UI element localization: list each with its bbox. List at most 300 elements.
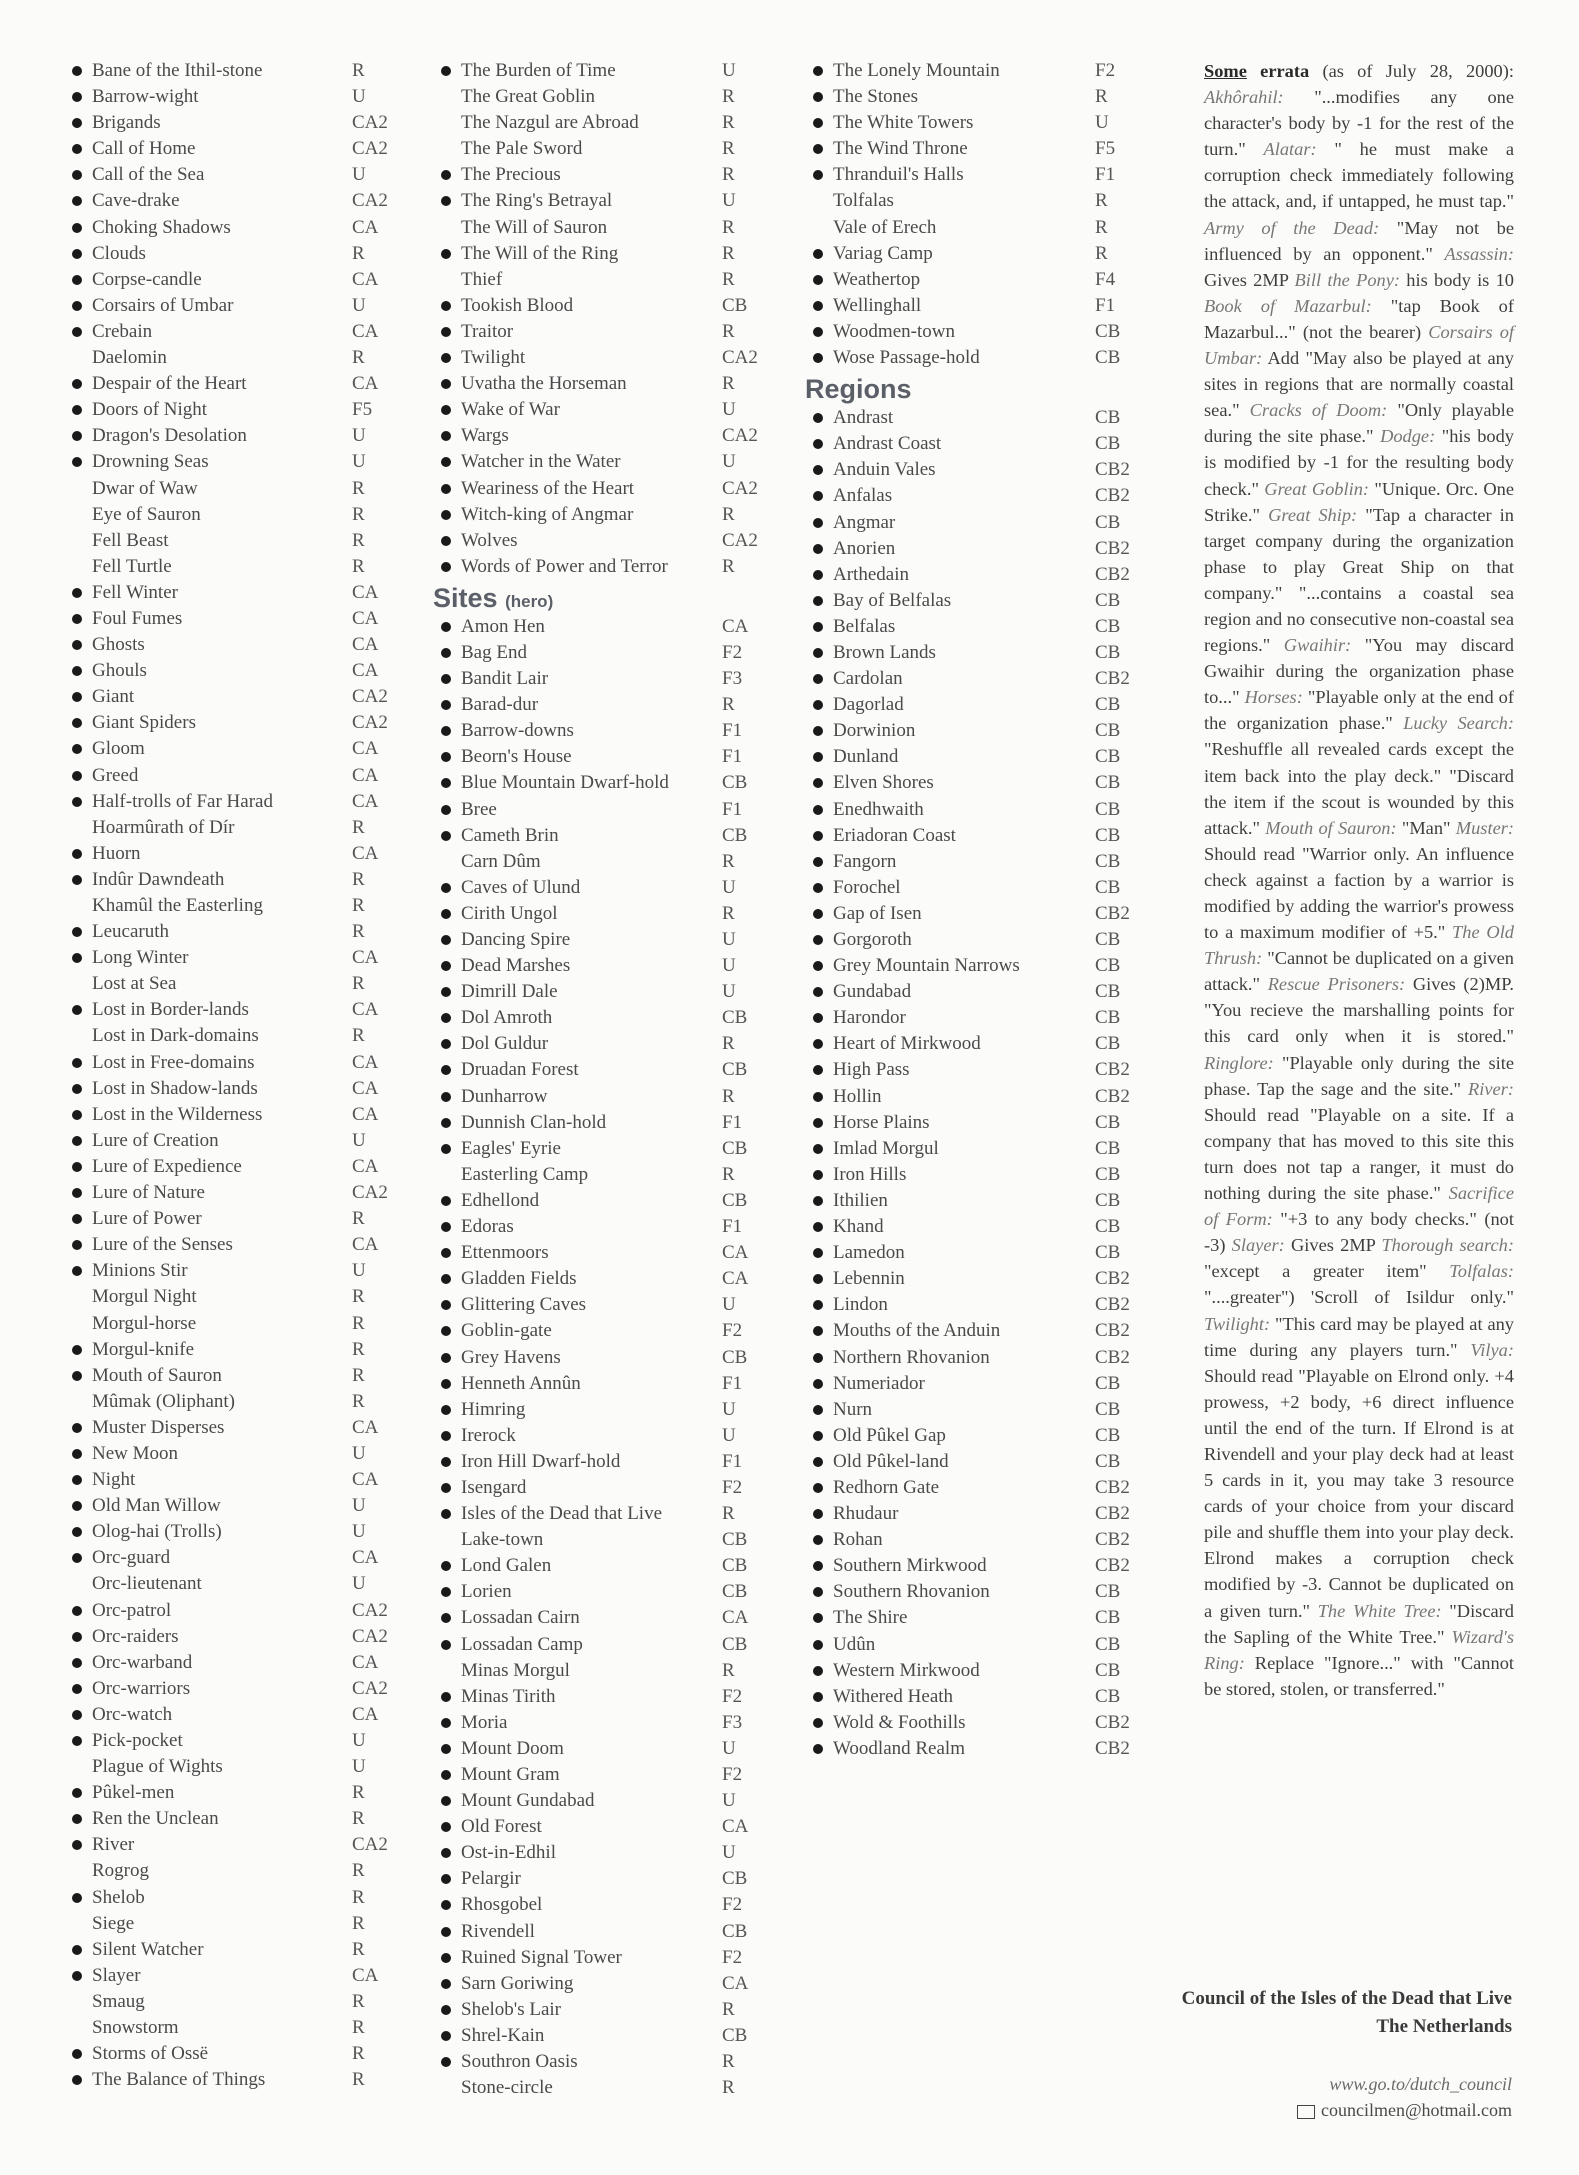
card-row xyxy=(433,58,793,84)
card-symbol-icon xyxy=(441,674,451,684)
card-symbol-icon xyxy=(72,666,82,676)
card-symbol-icon xyxy=(72,66,82,76)
card-name: Rivendell xyxy=(461,1920,535,1942)
card-rarity: F1 xyxy=(722,1216,743,1238)
card-row xyxy=(433,1292,793,1318)
card-symbol-icon xyxy=(813,465,823,475)
errata-card-text: "Tap a character in target company during the organization phase to play Great Ship on that company." "...contains a coastal sea region and no consecutive non-coastal sea regions." xyxy=(1204,504,1514,656)
card-name: Eye of Sauron xyxy=(92,503,201,525)
card-row xyxy=(805,588,1175,614)
card-symbol-icon xyxy=(441,1353,451,1363)
card-name: Weathertop xyxy=(833,268,921,290)
card-symbol-icon xyxy=(813,1718,823,1728)
card-symbol-icon xyxy=(813,1170,823,1180)
card-symbol-icon xyxy=(813,1483,823,1493)
errata-card-name: Muster: xyxy=(1455,817,1515,838)
card-name: Giant xyxy=(92,686,135,708)
card-rarity: R xyxy=(352,477,365,499)
card-rarity: CA xyxy=(352,1416,379,1438)
card-rarity: R xyxy=(722,164,735,186)
errata-card-name: Army of the Dead: xyxy=(1204,217,1380,238)
card-name: Irerock xyxy=(461,1424,516,1446)
card-symbol-icon xyxy=(813,726,823,736)
card-rarity: R xyxy=(722,112,735,134)
card-name: Caves of Ulund xyxy=(461,876,581,898)
card-name: Cardolan xyxy=(833,668,903,690)
errata-card-name: Bill the Pony: xyxy=(1294,269,1401,290)
card-rarity: CB2 xyxy=(1095,1320,1130,1342)
card-name: Lure of Nature xyxy=(92,1182,205,1204)
card-row xyxy=(433,1919,793,1945)
card-row xyxy=(433,1632,793,1658)
card-rarity: CB xyxy=(1095,1216,1121,1238)
card-rarity: CA xyxy=(352,764,379,786)
card-symbol-icon xyxy=(72,1945,82,1955)
card-row xyxy=(805,640,1175,666)
card-row xyxy=(805,1214,1175,1240)
errata-card-text: " he must make a corruption check immediately following the attack, and, if untapped, he must tap." xyxy=(1204,139,1514,212)
card-rarity: F2 xyxy=(722,1320,743,1342)
card-row xyxy=(64,1180,404,1206)
card-name: Redhorn Gate xyxy=(833,1476,940,1498)
card-name: Twilight xyxy=(461,347,526,369)
card-name: Stone-circle xyxy=(461,2077,553,2099)
card-name: Dunharrow xyxy=(461,1085,548,1107)
card-name: Andrast xyxy=(833,407,894,429)
card-row xyxy=(64,2041,404,2067)
card-name: Doors of Night xyxy=(92,399,208,421)
card-row xyxy=(433,476,793,502)
card-row xyxy=(433,1397,793,1423)
card-name: Anfalas xyxy=(833,485,893,507)
card-symbol-icon xyxy=(72,1736,82,1746)
card-rarity: CA xyxy=(352,320,379,342)
card-rarity: CB xyxy=(1095,615,1121,637)
card-row xyxy=(64,1989,404,2015)
card-rarity: CB xyxy=(1095,1607,1121,1629)
card-name: Smaug xyxy=(92,1990,145,2012)
errata-card-name: Alatar: xyxy=(1263,139,1317,160)
card-row xyxy=(433,1527,793,1553)
card-symbol-icon xyxy=(441,536,451,546)
card-row xyxy=(433,1684,793,1710)
council-country: The Netherlands xyxy=(1376,2016,1512,2037)
card-row xyxy=(433,823,793,849)
card-name: Orc-warriors xyxy=(92,1677,191,1699)
card-row xyxy=(805,510,1175,536)
card-rarity: R xyxy=(722,242,735,264)
card-name: Lost in Border-lands xyxy=(92,999,249,1021)
card-name: Old Forest xyxy=(461,1816,542,1838)
card-name: Gundabad xyxy=(833,981,912,1003)
card-symbol-icon xyxy=(441,726,451,736)
card-symbol-icon xyxy=(441,1613,451,1623)
card-name: Gap of Isen xyxy=(833,902,922,924)
errata-card-text: Add "May also be played at any sites in regions that are normally coastal sea." xyxy=(1204,348,1514,421)
card-rarity: CA xyxy=(352,1077,379,1099)
card-name: Minas Tirith xyxy=(461,1685,556,1707)
card-name: Long Winter xyxy=(92,947,189,969)
card-name: Tookish Blood xyxy=(461,294,574,316)
card-rarity: CB xyxy=(722,1137,748,1159)
card-symbol-icon xyxy=(72,1214,82,1224)
card-row xyxy=(433,640,793,666)
card-rarity: F1 xyxy=(722,1372,743,1394)
card-rarity: CB2 xyxy=(1095,1294,1130,1316)
card-row xyxy=(805,953,1175,979)
card-name: Olog-hai (Trolls) xyxy=(92,1521,222,1543)
card-name: Southern Rhovanion xyxy=(833,1581,990,1603)
card-row xyxy=(805,1110,1175,1136)
card-row xyxy=(805,241,1175,267)
card-symbol-icon xyxy=(441,778,451,788)
card-row xyxy=(64,241,404,267)
card-rarity: CB2 xyxy=(1095,1268,1130,1290)
card-rarity: R xyxy=(1095,190,1108,212)
card-symbol-icon xyxy=(72,1136,82,1146)
card-row xyxy=(805,58,1175,84)
card-name: Lure of Creation xyxy=(92,1129,219,1151)
errata-card-name: The White Tree: xyxy=(1317,1600,1442,1621)
card-name: Barrow-wight xyxy=(92,86,199,108)
errata-card-name: Mouth of Sauron: xyxy=(1265,817,1397,838)
card-rarity: R xyxy=(722,1659,735,1681)
card-symbol-icon xyxy=(72,1710,82,1720)
card-row xyxy=(433,1710,793,1736)
card-rarity: R xyxy=(722,320,735,342)
card-rarity: CB2 xyxy=(1095,485,1130,507)
card-row xyxy=(433,927,793,953)
mail-icon xyxy=(1297,2105,1315,2119)
card-row xyxy=(64,1337,404,1363)
card-symbol-icon xyxy=(813,570,823,580)
card-name: Orc-watch xyxy=(92,1703,173,1725)
card-row xyxy=(805,1710,1175,1736)
card-name: Lake-town xyxy=(461,1529,544,1551)
card-rarity: U xyxy=(722,981,736,1003)
card-rarity: CA xyxy=(352,842,379,864)
card-rarity: CA xyxy=(352,1469,379,1491)
card-row xyxy=(805,1632,1175,1658)
card-row xyxy=(433,1240,793,1266)
card-rarity: F5 xyxy=(352,399,373,421)
card-rarity: CB xyxy=(1095,1633,1121,1655)
card-name: Huorn xyxy=(92,842,141,864)
card-rarity: R xyxy=(352,1990,365,2012)
card-row xyxy=(805,345,1175,371)
errata-card-name: Corsairs of Umbar: xyxy=(1204,321,1514,369)
errata-card-name: Ringlore: xyxy=(1204,1052,1274,1073)
card-name: Thief xyxy=(461,268,503,290)
card-rarity: CB xyxy=(1095,1372,1121,1394)
card-row xyxy=(64,1624,404,1650)
card-rarity: F2 xyxy=(1095,60,1116,81)
card-name: Imlad Morgul xyxy=(833,1137,939,1159)
card-symbol-icon xyxy=(813,752,823,762)
card-symbol-icon xyxy=(813,987,823,997)
card-rarity: R xyxy=(352,1286,365,1308)
card-rarity: CA xyxy=(352,738,379,760)
card-symbol-icon xyxy=(441,1927,451,1937)
card-row xyxy=(433,1658,793,1684)
card-row xyxy=(805,770,1175,796)
card-rarity: CA2 xyxy=(352,1182,388,1204)
card-symbol-icon xyxy=(813,1535,823,1545)
card-row xyxy=(64,267,404,293)
card-name: Ren the Unclean xyxy=(92,1808,219,1830)
card-symbol-icon xyxy=(441,1248,451,1258)
card-row xyxy=(64,1389,404,1415)
card-rarity: R xyxy=(352,1208,365,1230)
card-rarity: CB xyxy=(1095,1189,1121,1211)
card-rarity: CB xyxy=(1095,1242,1121,1264)
card-name: Wose Passage-hold xyxy=(833,347,980,369)
card-symbol-icon xyxy=(813,648,823,658)
card-rarity: R xyxy=(722,2051,735,2073)
card-symbol-icon xyxy=(441,66,451,76)
card-symbol-icon xyxy=(813,327,823,337)
card-row xyxy=(433,1866,793,1892)
card-name: Lossadan Camp xyxy=(461,1633,583,1655)
card-row xyxy=(64,136,404,162)
website-link[interactable]: www.go.to/dutch_council xyxy=(1329,2074,1512,2094)
card-row xyxy=(805,136,1175,162)
card-name: Plague of Wights xyxy=(92,1756,223,1778)
errata-card-name: Slayer: xyxy=(1231,1235,1285,1256)
card-rarity: F1 xyxy=(722,798,743,820)
card-row xyxy=(64,1467,404,1493)
card-symbol-icon xyxy=(441,1405,451,1415)
errata-card-text: Gives 2MP xyxy=(1204,269,1295,290)
card-row xyxy=(64,1702,404,1728)
card-name: Dagorlad xyxy=(833,694,904,716)
card-row xyxy=(64,1963,404,1989)
card-row xyxy=(64,841,404,867)
card-row xyxy=(433,136,793,162)
card-rarity: U xyxy=(352,1573,366,1595)
errata-card-name: Vilya: xyxy=(1470,1339,1514,1360)
card-row xyxy=(64,815,404,841)
card-row xyxy=(433,528,793,554)
errata-card-text: "Unique. Orc. One Strike." xyxy=(1204,478,1515,525)
card-row xyxy=(805,1605,1175,1631)
card-name: Silent Watcher xyxy=(92,1938,204,1960)
card-symbol-icon xyxy=(72,1449,82,1459)
card-row xyxy=(64,58,404,84)
card-row xyxy=(64,1806,404,1832)
card-symbol-icon xyxy=(813,1509,823,1519)
card-row xyxy=(64,763,404,789)
card-rarity: U xyxy=(722,929,736,950)
card-rarity: R xyxy=(352,1338,365,1360)
card-row xyxy=(805,215,1175,241)
card-name: Lamedon xyxy=(833,1242,905,1264)
card-row xyxy=(64,1415,404,1441)
card-rarity: F5 xyxy=(1095,138,1116,160)
card-rarity: CB xyxy=(1095,850,1121,872)
card-name: Lure of Expedience xyxy=(92,1155,242,1177)
card-row xyxy=(433,2049,793,2075)
card-row xyxy=(805,927,1175,953)
card-name: Slayer xyxy=(92,1964,141,1986)
errata-card-name: Gwaihir: xyxy=(1283,635,1352,656)
card-name: Edoras xyxy=(461,1216,514,1238)
card-row xyxy=(64,632,404,658)
card-row xyxy=(805,1423,1175,1449)
card-rarity: U xyxy=(352,1129,366,1151)
card-name: Giant Spiders xyxy=(92,712,196,734)
card-rarity: R xyxy=(722,1163,735,1185)
card-name: Variag Camp xyxy=(833,242,933,264)
card-row xyxy=(433,1005,793,1031)
card-name: Angmar xyxy=(833,511,896,533)
card-rarity: R xyxy=(352,2069,365,2091)
card-name: Iron Hill Dwarf-hold xyxy=(461,1450,621,1472)
card-row xyxy=(805,1345,1175,1371)
card-row xyxy=(805,1240,1175,1266)
card-name: Wold & Foothills xyxy=(833,1711,966,1733)
card-row xyxy=(433,293,793,319)
errata-card-text: Should read "Playable on Elrond only. +4 prowess, +2 body, +6 direct influence until the end of the turn. If Elrond is at Rivendell and your play deck had at least 5 cards in it, you may take 3 resource cards of your choice from your discard pile and shuffle them into your play deck. Elrond makes a corruption check modified by -3. Cannot be duplicated on a given turn." xyxy=(1204,1365,1514,1621)
card-symbol-icon xyxy=(813,275,823,285)
card-rarity: CA xyxy=(352,999,379,1021)
card-name: Barrow-downs xyxy=(461,720,574,742)
card-name: The Wind Throne xyxy=(833,138,968,160)
card-name: Orc-raiders xyxy=(92,1625,179,1647)
card-rarity: CA xyxy=(722,1242,749,1264)
card-row xyxy=(64,1284,404,1310)
card-name: Enedhwaith xyxy=(833,798,924,820)
card-name: Drowning Seas xyxy=(92,451,209,473)
card-symbol-icon xyxy=(813,805,823,815)
card-symbol-icon xyxy=(72,1527,82,1537)
errata-card-text: Gives (2)MP. "You recieve the marshalling points for this card only when it is stored." xyxy=(1204,974,1514,1047)
errata-card-name: Book of Mazarbul: xyxy=(1204,295,1372,316)
card-rarity: CA2 xyxy=(352,190,388,212)
card-symbol-icon xyxy=(441,1509,451,1519)
card-row xyxy=(433,397,793,423)
card-symbol-icon xyxy=(72,1240,82,1250)
card-rarity: CA2 xyxy=(352,1834,388,1856)
card-row xyxy=(433,1266,793,1292)
card-name: Arthedain xyxy=(833,563,909,585)
card-name: Ghosts xyxy=(92,634,145,656)
card-rarity: R xyxy=(722,268,735,290)
card-rarity: R xyxy=(352,60,365,81)
card-name: The Ring's Betrayal xyxy=(461,190,613,212)
card-row xyxy=(805,1684,1175,1710)
errata-card-name: Tolfalas: xyxy=(1449,1261,1514,1282)
card-symbol-icon xyxy=(441,1144,451,1154)
errata-card-text: "This card may be played at any time during any players turn." xyxy=(1204,1313,1514,1360)
card-name: Isles of the Dead that Live xyxy=(461,1503,663,1525)
card-name: Fangorn xyxy=(833,850,897,872)
card-rarity: F2 xyxy=(722,641,743,663)
card-name: Heart of Mirkwood xyxy=(833,1033,981,1055)
card-symbol-icon xyxy=(813,170,823,180)
card-rarity: CB xyxy=(722,1920,748,1942)
card-name: The Will of Sauron xyxy=(461,216,608,238)
card-symbol-icon xyxy=(72,2075,82,2085)
card-name: Minions Stir xyxy=(92,1260,188,1282)
card-rarity: CA xyxy=(352,1234,379,1256)
card-name: Lure of Power xyxy=(92,1208,202,1230)
card-symbol-icon xyxy=(441,353,451,363)
card-rarity: U xyxy=(352,451,366,473)
card-name: Lindon xyxy=(833,1294,888,1316)
card-symbol-icon xyxy=(813,249,823,259)
card-rarity: F1 xyxy=(722,1111,743,1133)
card-rarity: CB xyxy=(1095,955,1121,977)
card-symbol-icon xyxy=(72,1553,82,1563)
card-row xyxy=(433,875,793,901)
card-rarity: F1 xyxy=(722,720,743,742)
card-row xyxy=(433,1553,793,1579)
card-row xyxy=(64,1728,404,1754)
card-rarity: R xyxy=(352,868,365,890)
card-row xyxy=(64,1102,404,1128)
card-row xyxy=(433,1110,793,1136)
card-name: Harondor xyxy=(833,1007,906,1029)
card-symbol-icon xyxy=(441,1900,451,1910)
card-rarity: R xyxy=(722,1085,735,1107)
card-name: Belfalas xyxy=(833,615,896,637)
card-symbol-icon xyxy=(72,588,82,598)
card-row xyxy=(64,606,404,632)
card-name: Snowstorm xyxy=(92,2017,179,2039)
card-row xyxy=(433,1318,793,1344)
card-rarity: R xyxy=(352,2017,365,2039)
card-row xyxy=(805,901,1175,927)
card-row xyxy=(64,1598,404,1624)
card-rarity: U xyxy=(352,1442,366,1464)
card-row xyxy=(64,1650,404,1676)
card-row xyxy=(805,1397,1175,1423)
card-row xyxy=(64,2067,404,2093)
card-symbol-icon xyxy=(441,1483,451,1493)
card-symbol-icon xyxy=(441,431,451,441)
card-row xyxy=(433,84,793,110)
card-symbol-icon xyxy=(813,301,823,311)
card-rarity: F4 xyxy=(1095,268,1116,290)
card-name: Watcher in the Water xyxy=(461,451,621,473)
card-row xyxy=(805,162,1175,188)
card-name: Iron Hills xyxy=(833,1163,907,1185)
card-name: Corsairs of Umbar xyxy=(92,294,234,316)
card-name: Khand xyxy=(833,1216,884,1238)
card-name: Woodmen-town xyxy=(833,320,955,342)
card-symbol-icon xyxy=(72,1371,82,1381)
card-symbol-icon xyxy=(72,301,82,311)
card-rarity: F1 xyxy=(722,746,743,768)
card-rarity: CB xyxy=(1095,1033,1121,1055)
card-row xyxy=(64,1780,404,1806)
card-name: Easterling Camp xyxy=(461,1163,589,1185)
card-row xyxy=(433,1814,793,1840)
card-symbol-icon xyxy=(813,144,823,154)
card-name: Wolves xyxy=(461,529,518,551)
card-row xyxy=(805,1736,1175,1762)
card-symbol-icon xyxy=(72,1606,82,1616)
card-row xyxy=(433,1945,793,1971)
email-link[interactable] xyxy=(1098,2100,1512,2121)
card-rarity: CA2 xyxy=(352,1625,388,1647)
card-rarity: CB xyxy=(1095,824,1121,846)
card-row xyxy=(433,1788,793,1814)
card-rarity: CB xyxy=(722,294,748,316)
card-name: Blue Mountain Dwarf-hold xyxy=(461,772,669,794)
card-symbol-icon xyxy=(813,1666,823,1676)
